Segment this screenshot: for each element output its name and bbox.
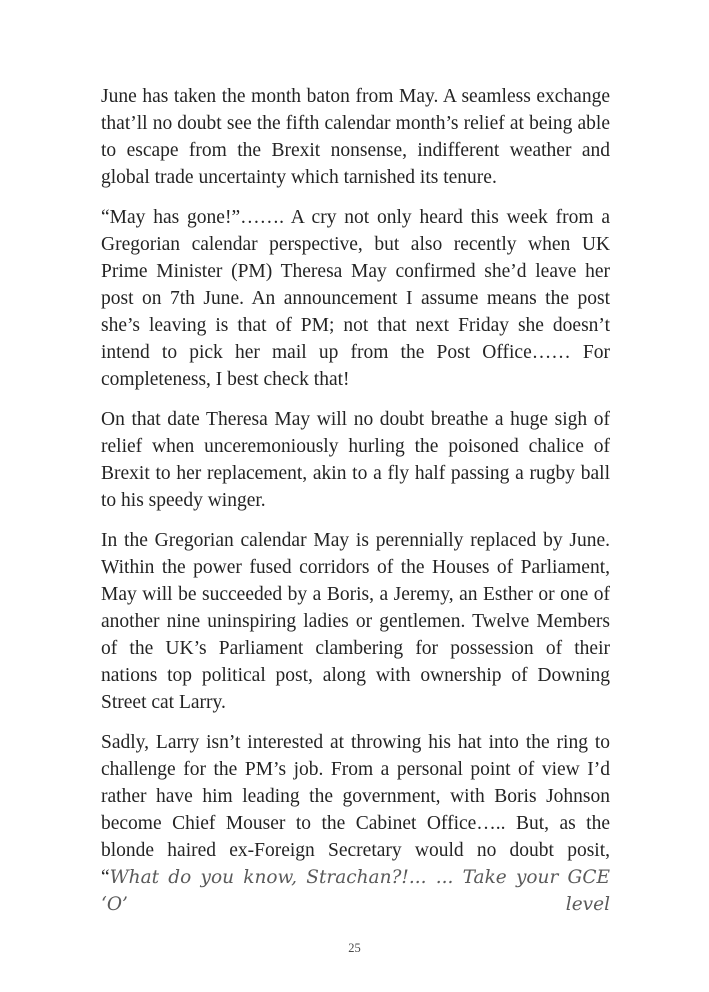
paragraph-5-italic-quote: What do you know, Strachan?!... ... Take your GCE ‘O’ level xyxy=(101,867,610,915)
paragraph-5 xyxy=(101,729,610,918)
paragraph-1: June has taken the month baton from May. A seamless exchange that’ll no doubt see the fifth calendar month’s relief at being able to escape from the Brexit nonsense, indifferent weather and global trade uncertainty which tarnished its tenure. xyxy=(101,86,610,188)
paragraph-2: “May has gone!”……. A cry not only heard this week from a Gregorian calendar perspective, but also recently when UK Prime Minister (PM) Theresa May confirmed she’d leave her post on 7th June. An announcement I assume means the post she’s leaving is that of PM; not that next Friday she doesn’t intend to pick her mail up from the Post Office…… For completeness, I best check that! xyxy=(101,207,610,390)
paragraph-3: On that date Theresa May will no doubt breathe a huge sigh of relief when unceremoniously hurling the poisoned chalice of Brexit to her replacement, akin to a fly half passing a rugby ball to his speedy winger. xyxy=(101,409,610,511)
paragraph-5-normal-text: Sadly, Larry isn’t interested at throwing his hat into the ring to challenge for the PM’s job. From a personal point of view I’d rather have him leading the government, with Boris Johnson become Chief Mouser to the Cabinet Office….. But, as the blonde haired ex-Foreign Secretary would no doubt posit, “ xyxy=(101,732,610,888)
page-number: 25 xyxy=(348,941,361,955)
paragraph-4: In the Gregorian calendar May is perennially replaced by June. Within the power fused corridors of the Houses of Parliament, May will be succeeded by a Boris, a Jeremy, an Esther or one of another nine uninspiring ladies or gentlemen. Twelve Members of the UK’s Parliament clambering for possession of their nations top political post, along with ownership of Downing Street cat Larry. xyxy=(101,530,610,713)
text-block xyxy=(101,83,610,931)
